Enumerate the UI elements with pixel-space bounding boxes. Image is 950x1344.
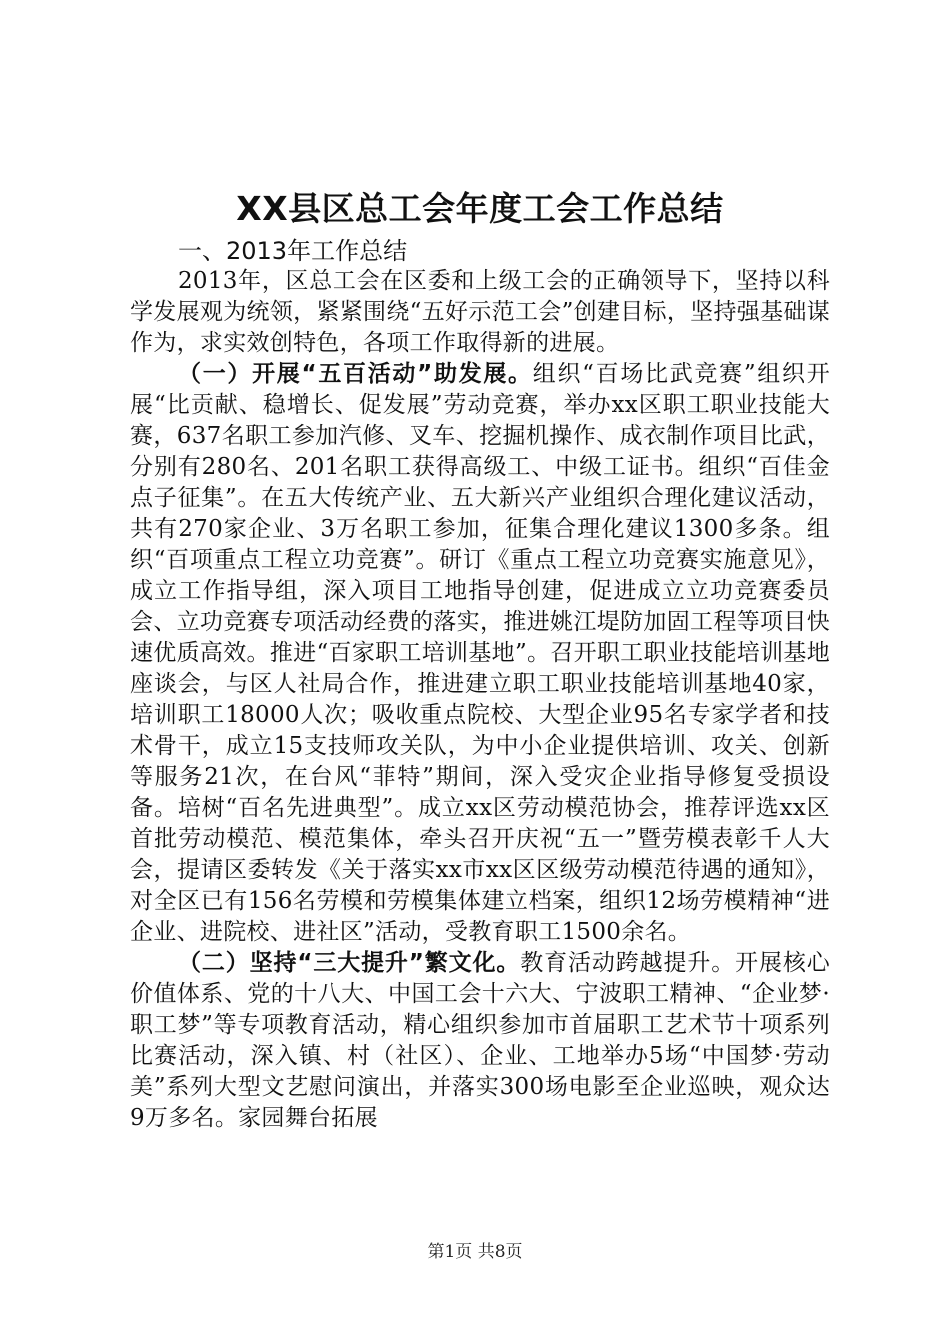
document-page (130, 182, 830, 1134)
page-footer: 第1页 共8页 (427, 1242, 523, 1262)
item2-heading: （二）坚持“三大提升”繁文化。 (178, 950, 521, 976)
item1-body: 组织“百场比武竞赛”组织开展“比贡献、稳增长、促发展”劳动竞赛，举办xx区职工职业技能大赛，637名职工参加汽修、叉车、挖掘机操作、成衣制作项目比武，分别有280名、201名职工获得高级工、中级工证书。组织“百佳金点子征集”。在五大传统产业、五大新兴产业组织合理化建议活动，共有270家企业、3万名职工参加，征集合理化建议1300多条。组织“百项重点工程立功竞赛”。研订《重点工程立功竞赛实施意见》，成立工作指导组，深入项目工地指导创建，促进成立立功竞赛委员会、立功竞赛专项活动经费的落实，推进姚江堤防加固工程等项目快速优质高效。推进“百家职工培训基地”。召开职工职业技能培训基地座谈会，与区人社局合作，推进建立职工职业技能培训基地40家，培训职工18000人次；吸收重点院校、大型企业95名专家学者和技术骨干，成立15支技师攻关队，为中小企业提供培训、攻关、创新等服务21次，在台风“菲特”期间，深入受灾企业指导修复受损设备。培树“百名先进典型”。成立xx区劳动模范协会，推荐评选xx区首批劳动模范、模范集体，牵头召开庆祝“五一”暨劳模表彰千人大会，提请区委转发《关于落实xx市xx区区级劳动模范待遇的通知》，对全区已有156名劳模和劳模集体建立档案，组织12场劳模精神“进企业、进院校、进社区”活动，受教育职工1500余名。 (130, 361, 831, 945)
item2-body: 教育活动跨越提升。开展核心价值体系、党的十八大、中国工会十六大、宁波职工精神、“企业梦·职工梦”等专项教育活动，精心组织参加市首届职工艺术节十项系列比赛活动，深入镇、村（社区）、企业、工地举办5场“中国梦·劳动美”系列大型文艺慰问演出，并落实300场电影至企业巡映，观众达9万多名。家园舞台拓展 (130, 950, 830, 1131)
section-heading-2013-summary: 一、2013年工作总结 (178, 237, 408, 265)
document-title: XX县区总工会年度工会工作总结 (236, 189, 724, 228)
item1-heading: （一）开展“五百活动”助发展。 (178, 361, 533, 387)
item1-paragraph (130, 359, 830, 948)
intro-paragraph: 2013年，区总工会在区委和上级工会的正确领导下，坚持以科学发展观为统领，紧紧围绕“五好示范工会”创建目标，坚持强基础谋作为，求实效创特色，各项工作取得新的进展。 (130, 268, 830, 356)
item2-paragraph (130, 948, 830, 1134)
